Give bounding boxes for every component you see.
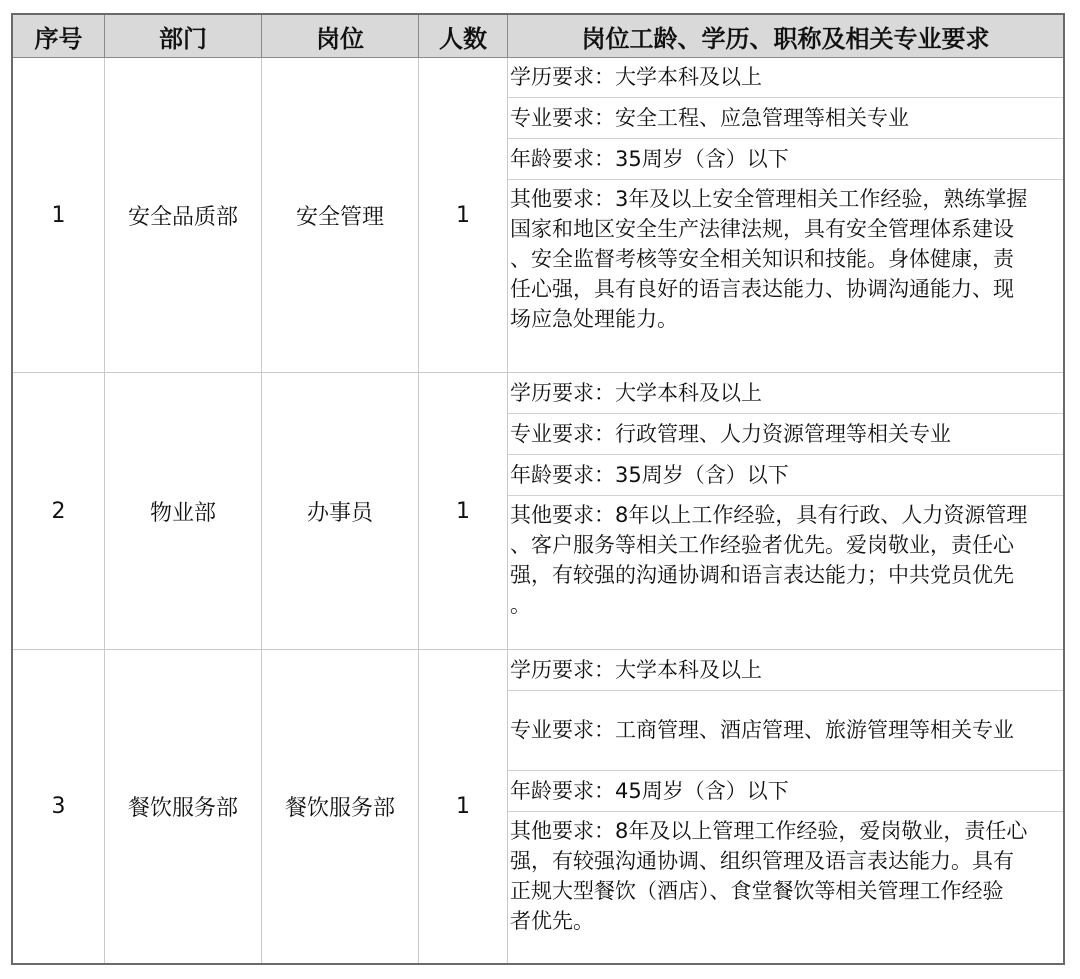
row2-other-line: 强，有较强的沟通协调和语言表达能力；中共党员优先 [510,563,1014,587]
row2-department: 物业部 [105,373,262,650]
row3-other-line: 正规大型餐饮（酒店）、食堂餐饮等相关管理工作经验 [510,879,1004,903]
header-position: 岗位 [262,15,419,58]
row2-position: 办事员 [262,373,419,650]
row1-other-line: 场应急处理能力。 [510,307,678,331]
row3-education: 学历要求：大学本科及以上 [508,650,1063,691]
row2-other [508,496,1063,650]
recruitment-table [11,13,1065,965]
row2-other-line: 其他要求：8年以上工作经验，具有行政、人力资源管理 [510,503,1028,527]
row1-other-line: 、安全监督考核等安全相关知识和技能。身体健康，责 [510,247,1014,271]
row3-other-line: 者优先。 [510,909,594,933]
header-department: 部门 [105,15,262,58]
row3-age: 年龄要求：45周岁（含）以下 [508,771,1063,812]
row2-count: 1 [419,373,508,650]
row1-no: 1 [13,58,105,373]
row1-count: 1 [419,58,508,373]
row1-age: 年龄要求：35周岁（含）以下 [508,139,1063,180]
row2-age: 年龄要求：35周岁（含）以下 [508,455,1063,496]
row2-other-line: 。 [510,593,531,617]
row3-other [508,812,1063,963]
row1-other-line: 其他要求：3年及以上安全管理相关工作经验，熟练掌握 [510,187,1028,211]
row3-position: 餐饮服务部 [262,650,419,963]
header-requirements: 岗位工龄、学历、职称及相关专业要求 [508,15,1063,58]
header-no: 序号 [13,15,105,58]
row1-other-line: 任心强，具有良好的语言表达能力、协调沟通能力、现 [510,277,1014,301]
row3-major: 专业要求：工商管理、酒店管理、旅游管理等相关专业 [508,691,1063,771]
row3-count: 1 [419,650,508,963]
row2-education: 学历要求：大学本科及以上 [508,373,1063,414]
row3-department: 餐饮服务部 [105,650,262,963]
row1-major: 专业要求：安全工程、应急管理等相关专业 [508,98,1063,139]
row3-other-line: 强，有较强沟通协调、组织管理及语言表达能力。具有 [510,849,1014,873]
row1-position: 安全管理 [262,58,419,373]
row1-education: 学历要求：大学本科及以上 [508,58,1063,98]
row2-no: 2 [13,373,105,650]
row3-no: 3 [13,650,105,963]
row3-other-line: 其他要求：8年及以上管理工作经验，爱岗敬业，责任心 [510,819,1028,843]
row2-other-line: 、客户服务等相关工作经验者优先。爱岗敬业，责任心 [510,533,1014,557]
row1-other-line: 国家和地区安全生产法律法规，具有安全管理体系建设 [510,217,1014,241]
row1-other [508,180,1063,373]
row2-major: 专业要求：行政管理、人力资源管理等相关专业 [508,414,1063,455]
row1-department: 安全品质部 [105,58,262,373]
header-count: 人数 [419,15,508,58]
